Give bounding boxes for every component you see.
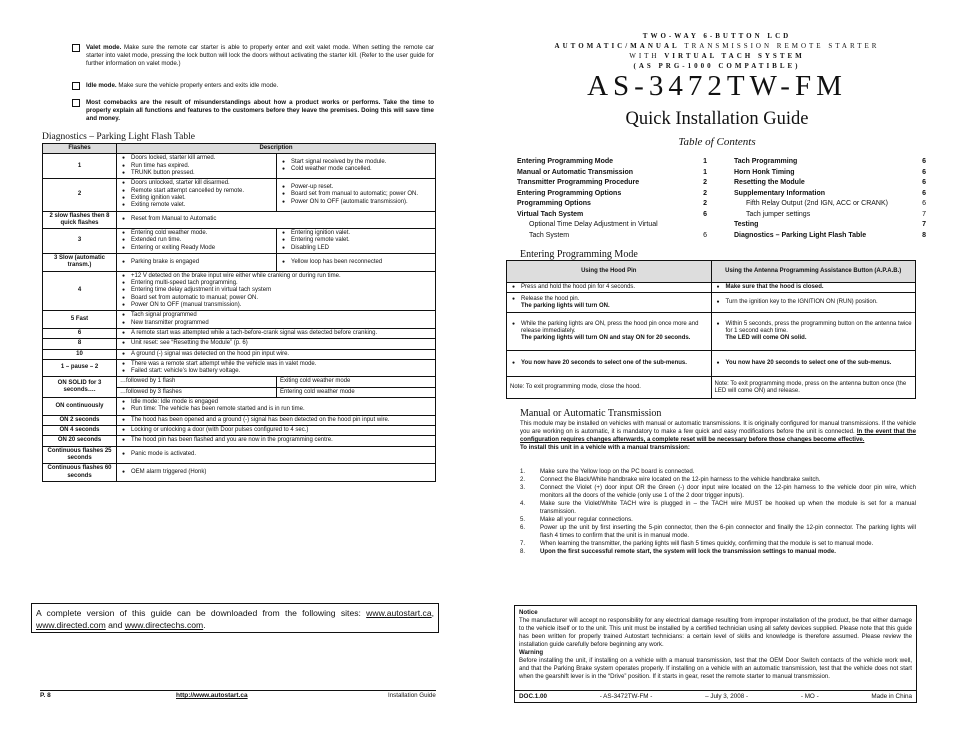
bullet-item: ● Panic mode is activated.	[120, 451, 432, 458]
bullet-item: ● Parking brake is engaged	[120, 259, 273, 266]
step-item: 6. Power up the unit by first inserting the 5-pin connector, then the 6-pin connector and finally the 12-pin connector. The parking lights will flash 4 times to confirm that the unit is in manual mode.	[520, 524, 916, 540]
bullet-item: ● Unit reset: see “Resetting the Module” (p. 6)	[120, 340, 432, 347]
mat-heading: Manual or Automatic Transmission	[520, 408, 662, 419]
table-row	[43, 359, 436, 377]
table-row	[43, 339, 436, 349]
bullet-item: ● Failed start: vehicle’s low battery voltage.	[120, 368, 432, 375]
bullet-item: ● Run time: The vehicle has been remote started and is in run time.	[120, 406, 432, 413]
bullet-item: ● Power ON to OFF (manual transmission).	[120, 302, 432, 309]
table-row	[43, 254, 436, 272]
table-row	[43, 179, 436, 211]
model-title: AS-3472TW-FM	[587, 70, 847, 102]
header-block: TWO-WAY 6-BUTTON LCD AUTOMATIC/MANUAL TRANSMISSION REMOTE STARTER WITH VIRTUAL TACH SYSTEM (AS PRG-1000 COMPATIBLE)	[554, 32, 880, 70]
toc-entry[interactable]: Virtual Tach System 6	[517, 210, 707, 218]
bullet-item: ● TRUNK button pressed.	[120, 170, 273, 177]
bullet-item: ● Tach signal programmed	[120, 312, 432, 319]
table-row	[43, 446, 436, 464]
programming-table: Using the Hood Pin Using the Antenna Programming Assistance Button (A.P.A.B.) ● Press and hold the hood pin for 4 seconds. ● Make sure that the hood is closed. ● Release the hood pin. The parking lights will turn ON. ● Turn the ignition key to the IGNITION ON (RUN) position. ● While the parking lights are ON, press the hood pin once more and release immediately. The parking lights will turn ON and stay ON for 20 seconds. ● Within 5 seconds, press the programming button on the antenna twice for 1 second each time. The LED will come ON solid. ● You now have 20 seconds to select one of the sub-menus. ● You now have 20 seconds to select one of the sub-menus. Note: To exit programming mode, close the hood. Note: To exit programming mode, press on the antenna button once (the LED will come ON) and release.	[506, 260, 916, 399]
doc-footer: DOC.1.00 - AS-3472TW-FM - – July 3, 2008 - - MO - Made in China	[514, 691, 917, 703]
bullet-item: ● Entering remote valet.	[280, 237, 432, 244]
flash-count: ON SOLID for 3 seconds….	[43, 377, 117, 398]
toc-entry[interactable]: Tach jumper settings 7	[746, 210, 926, 218]
flash-count: 2	[43, 179, 117, 211]
epm-heading: Entering Programming Mode	[520, 249, 638, 260]
table-row	[43, 398, 436, 416]
flash-count: 10	[43, 349, 117, 359]
table-row	[43, 311, 436, 329]
bullet-item: ● Yellow loop has been reconnected	[280, 259, 432, 266]
diagnostics-table	[42, 143, 436, 482]
bullet-item: ● Board set from automatic to manual; power ON.	[120, 295, 432, 302]
bullet-item: ● Entering time delay adjustment in virtual tach system	[120, 287, 432, 294]
col-flashes: Flashes	[43, 144, 117, 154]
toc-entry[interactable]: Manual or Automatic Transmission 1	[517, 168, 707, 176]
bullet-item: ● Idle mode: Idle mode is engaged	[120, 399, 432, 406]
bullet-item: ● Remote start attempt cancelled by remote.	[120, 188, 273, 195]
bullet-item: ● Entering or exiting Ready Mode	[120, 245, 273, 252]
step-item: 1. Make sure the Yellow loop on the PC board is connected.	[520, 468, 695, 475]
step-item: 4. Make sure the Violet/White TACH wire is plugged in – the TACH wire MUST be hooked up when the module is set for a manual transmission.	[520, 500, 916, 516]
toc-entry[interactable]: Diagnostics – Parking Light Flash Table 8	[734, 231, 926, 239]
toc-left	[517, 157, 707, 241]
toc-entry[interactable]: Fifth Relay Output (2nd IGN, ACC or CRANK) 6	[746, 200, 926, 207]
flash-count: 8	[43, 339, 117, 349]
flash-count: 1	[43, 154, 117, 179]
diagnostics-title: Diagnostics – Parking Light Flash Table	[42, 132, 195, 142]
guide-title: Quick Installation Guide	[625, 109, 809, 129]
step-item: 8. Upon the first successful remote start, the system will lock the transmission settings to manual mode.	[520, 548, 836, 556]
bullet-item: ● Entering cold weather mode.	[120, 230, 273, 237]
bullet-item: ● Power ON to OFF (automatic transmission).	[280, 199, 432, 206]
toc-entry[interactable]: Programming Options 2	[517, 200, 707, 207]
table-row	[43, 436, 436, 446]
bullet-item: ● Disabling LED	[280, 245, 432, 252]
flash-count: 3 Slow (automatic transm.)	[43, 254, 117, 272]
table-row	[43, 415, 436, 425]
site-link[interactable]: www.directechs.com	[124, 620, 204, 631]
bullet-item: ● Doors locked, starter kill armed.	[120, 155, 273, 162]
bullet-item: ● The hood has been opened and a ground (-) signal has been detected on the hood pin input wire.	[120, 417, 432, 424]
checkbox-icon[interactable]	[72, 44, 80, 52]
bullet-item: ● Locking or unlocking a door (with Door pulses configured to 4 sec.)	[120, 427, 432, 434]
flash-count: ON 4 seconds	[43, 426, 117, 436]
valet-mode-item: Valet mode. Make sure the remote car starter is able to properly enter and exit valet mode. When setting the remote car starter into valet mode, pressing the lock button will lock the doors without activating the starter kill. (Refer to the user guide for further information on valet mode.)	[86, 44, 434, 68]
step-item: 7. When learning the transmitter, the parking lights will flash 5 times quickly, confirming that the module is set to manual mode.	[520, 540, 874, 548]
solid-cell: Entering cold weather mode	[277, 387, 436, 397]
bullet-item: ● Doors unlocked, starter kill disarmed.	[120, 180, 273, 187]
flash-count: 2 slow flashes then 8 quick flashes	[43, 211, 117, 229]
checkbox-icon[interactable]	[72, 99, 80, 107]
bullet-item: ● OEM alarm triggered (Honk)	[120, 469, 432, 476]
flash-count: 1 – pause – 2	[43, 359, 117, 377]
flash-count: 5 Fast	[43, 311, 117, 329]
checkbox-icon[interactable]	[72, 82, 80, 90]
toc-entry[interactable]: Resetting the Module 6	[734, 179, 926, 186]
solid-cell: …followed by 1 flash	[117, 377, 277, 387]
step-item: 3. Connect the Violet (+) door input OR the Green (-) door input wire located on the 12-pin harness to the vehicle door pin wire, which monitors all the doors of the vehicle (only use 1 of the 2 door trigger inputs).	[520, 484, 916, 500]
site-link[interactable]: www.directed.com	[36, 620, 106, 631]
flash-count: 6	[43, 328, 117, 338]
footer-url[interactable]: http://www.autostart.ca	[176, 692, 248, 699]
bullet-item: ● There was a remote start attempt while the vehicle was in valet mode.	[120, 361, 432, 368]
flash-count: ON continuously	[43, 398, 117, 416]
flash-count: Continuous flashes 60 seconds	[43, 464, 117, 482]
table-row	[43, 271, 436, 311]
page-number: P. 8	[40, 692, 51, 699]
table-row	[43, 229, 436, 254]
flash-count: 3	[43, 229, 117, 254]
bullet-item: ● The hood pin has been flashed and you are now in the programming centre.	[120, 437, 432, 444]
notice-box: Notice The manufacturer will accept no responsibility for any electrical damage resulting from improper installation of the product, be that either damage to the vehicle itself or to the unit. This unit must be installed by a certified technician using all safety devices supplied. Please note that this guide has been written for properly trained Autostart technicians: a certain level of skills and knowledge is therefore assumed. Please review the installation guide carefully before beginning any work. Warning Before installing the unit, if installing on a vehicle with a manual transmission, test that the OEM Door Switch contacts of the vehicle work well, and that the Parking Brake system operates properly. If installing on a vehicle with an automatic transmission, test that the vehicle does not start when the gearshift lever is in the “Drive” position. If it starts in gear, reset the remote starter to manual transmission.	[514, 605, 917, 691]
toc-entry[interactable]: Entering Programming Mode 1	[517, 158, 707, 165]
bullet-item: ● Cold weather mode cancelled.	[280, 166, 432, 173]
flash-count: ON 2 seconds	[43, 415, 117, 425]
comebacks-item: Most comebacks are the result of misunderstandings about how a product works or performs. Take the time to properly explain all functions and features to the customers before they leave the premises. Doing this will save time and money.	[86, 99, 434, 123]
bullet-item: ● +12 V detected on the brake input wire either while cranking or during run time.	[120, 273, 432, 280]
bullet-item: ● A remote start was attempted while a tach-before-crank signal was detected before cranking.	[120, 330, 432, 337]
toc-entry[interactable]: Entering Programming Options 2	[517, 189, 707, 197]
table-row	[43, 154, 436, 179]
bullet-item: ● A ground (-) signal was detected on the hood pin input wire.	[120, 351, 432, 358]
toc-title: Table of Contents	[678, 136, 756, 148]
table-row	[43, 464, 436, 482]
bullet-item: ● Run time has expired.	[120, 163, 273, 170]
bullet-item: ● New transmitter programmed	[120, 320, 432, 327]
flash-count: ON 20 seconds	[43, 436, 117, 446]
table-row	[43, 349, 436, 359]
step-item: 2. Connect the Black/White handbrake wire located on the 12-pin harness to the vehicle handbrake switch.	[520, 476, 821, 484]
table-row	[43, 377, 436, 387]
footer-guide: Installation Guide	[388, 692, 436, 699]
right-page	[477, 0, 954, 738]
table-row	[43, 211, 436, 229]
bullet-item: ● Start signal received by the module.	[280, 159, 432, 166]
table-row	[43, 328, 436, 338]
bullet-item: ● Reset from Manual to Automatic	[120, 216, 432, 223]
bullet-item: ● Entering multi-speed tach programming.	[120, 280, 432, 287]
solid-cell: …followed by 3 flashes	[117, 387, 277, 397]
bullet-item: ● Power-up reset.	[280, 184, 432, 191]
bullet-item: ● Entering ignition valet.	[280, 230, 432, 237]
toc-entry[interactable]: Transmitter Programming Procedure 2	[517, 179, 707, 186]
table-row	[43, 426, 436, 436]
bullet-item: ● Board set from manual to automatic; power ON.	[280, 191, 432, 198]
toc-entry[interactable]: Horn Honk Timing 6	[734, 168, 926, 176]
note-antenna: Note: To exit programming mode, press on the antenna button once (the LED will come ON) and release.	[711, 377, 916, 399]
install-steps	[520, 468, 916, 556]
idle-mode-item: Idle mode. Make sure the vehicle properly enters and exits idle mode.	[86, 82, 279, 89]
toc-entry[interactable]: Testing 7	[734, 221, 926, 228]
step-item: 5. Make all your regular connections.	[520, 516, 633, 524]
mat-paragraph: This module may be installed on vehicles with manual or automatic transmissions. It is originally configured for manual transmissions. If the vehicle you are working on is automatic, it is mandatory to make a few quick and easy modifications before the unit is connected. In the event that the configuration requires changes afterwards, a complete reset will be necessary before those changes become effective. To install this unit in a vehicle with a manual transmission:	[520, 420, 917, 452]
bullet-item: ● Exiting ignition valet.	[120, 195, 273, 202]
download-box: A complete version of this guide can be downloaded from the following sites: www.autostart.ca, www.directed.com and www.directechs.com.	[31, 603, 439, 633]
toc-entry[interactable]: Tach System 6	[529, 231, 707, 239]
bullet-item: ● Exiting remote valet.	[120, 202, 273, 209]
note-hood: Note: To exit programming mode, close the hood.	[507, 377, 712, 399]
toc-entry[interactable]: Tach Programming 6	[734, 158, 926, 165]
site-link[interactable]: www.autostart.ca	[366, 608, 432, 618]
flash-count: 4	[43, 271, 117, 311]
toc-entry[interactable]: Optional Time Delay Adjustment in Virtual	[529, 221, 658, 228]
toc-right	[734, 157, 926, 241]
toc-entry[interactable]: Supplementary Information 6	[734, 189, 926, 197]
flash-count: Continuous flashes 25 seconds	[43, 446, 117, 464]
solid-cell: Exiting cold weather mode	[277, 377, 436, 387]
hood-head: Using the Hood Pin	[507, 261, 712, 283]
col-description: Description	[117, 144, 436, 154]
ant-head: Using the Antenna Programming Assistance Button (A.P.A.B.)	[711, 261, 916, 283]
bullet-item: ● Extended run time.	[120, 237, 273, 244]
